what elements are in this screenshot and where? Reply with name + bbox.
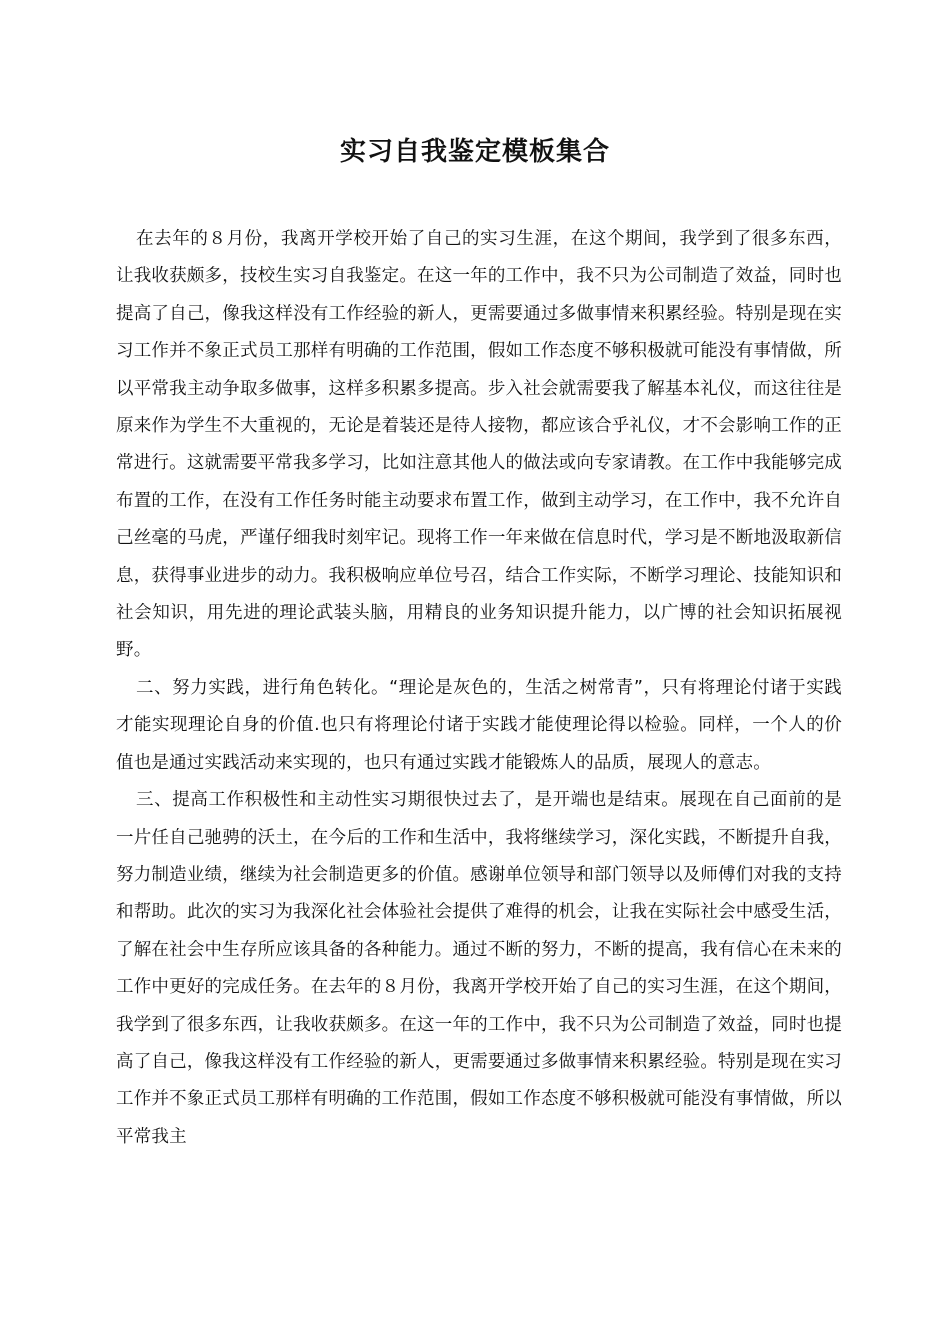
document-body [116, 221, 842, 1156]
paragraph-3: 三、提高工作积极性和主动性实习期很快过去了，是开端也是结束。展现在自己面前的是一片任自己驰骋的沃土，在今后的工作和生活中，我将继续学习，深化实践，不断提升自我，努力制造业绩，继续为社会制造更多的价值。感谢单位领导和部门领导以及师傅们对我的支持和帮助。此次的实习为我深化社会体验社会提供了难得的机会，让我在实际社会中感受生活，了解在社会中生存所应该具备的各种能力。通过不断的努力，不断的提高，我有信心在未来的工作中更好的完成任务。在去年的８月份，我离开学校开始了自己的实习生涯，在这个期间，我学到了很多东西，让我收获颇多。在这一年的工作中，我不只为公司制造了效益，同时也提高了自己，像我这样没有工作经验的新人，更需要通过多做事情来积累经验。特别是现在实习工作并不象正式员工那样有明确的工作范围，假如工作态度不够积极就可能没有事情做，所以平常我主 [116, 790, 842, 1147]
document-title: 实习自我鉴定模板集合 [339, 137, 610, 167]
paragraph-2: 二、努力实践，进行角色转化。“理论是灰色的，生活之树常青”，只有将理论付诸于实践才能实现理论自身的价值.也只有将理论付诸于实践才能使理论得以检验。同样，一个人的价值也是通过实践活动来实现的，也只有通过实践才能锻炼人的品质，展现人的意志。 [116, 677, 842, 773]
paragraph-1: 在去年的８月份，我离开学校开始了自己的实习生涯，在这个期间，我学到了很多东西，让我收获颇多，技校生实习自我鉴定。在这一年的工作中，我不只为公司制造了效益，同时也提高了自己，像我这样没有工作经验的新人，更需要通过多做事情来积累经验。特别是现在实习工作并不象正式员工那样有明确的工作范围，假如工作态度不够积极就可能没有事情做，所以平常我主动争取多做事，这样多积累多提高。步入社会就需要我了解基本礼仪，而这往往是原来作为学生不大重视的，无论是着装还是待人接物，都应该合乎礼仪，才不会影响工作的正常进行。这就需要平常我多学习，比如注意其他人的做法或向专家请教。在工作中我能够完成布置的工作，在没有工作任务时能主动要求布置工作，做到主动学习，在工作中，我不允许自己丝毫的马虎，严谨仔细我时刻牢记。现将工作一年来做在信息时代，学习是不断地汲取新信息，获得事业进步的动力。我积极响应单位号召，结合工作实际，不断学习理论、技能知识和社会知识，用先进的理论武装头脑，用精良的业务知识提升能力，以广博的社会知识拓展视野。 [116, 229, 842, 661]
